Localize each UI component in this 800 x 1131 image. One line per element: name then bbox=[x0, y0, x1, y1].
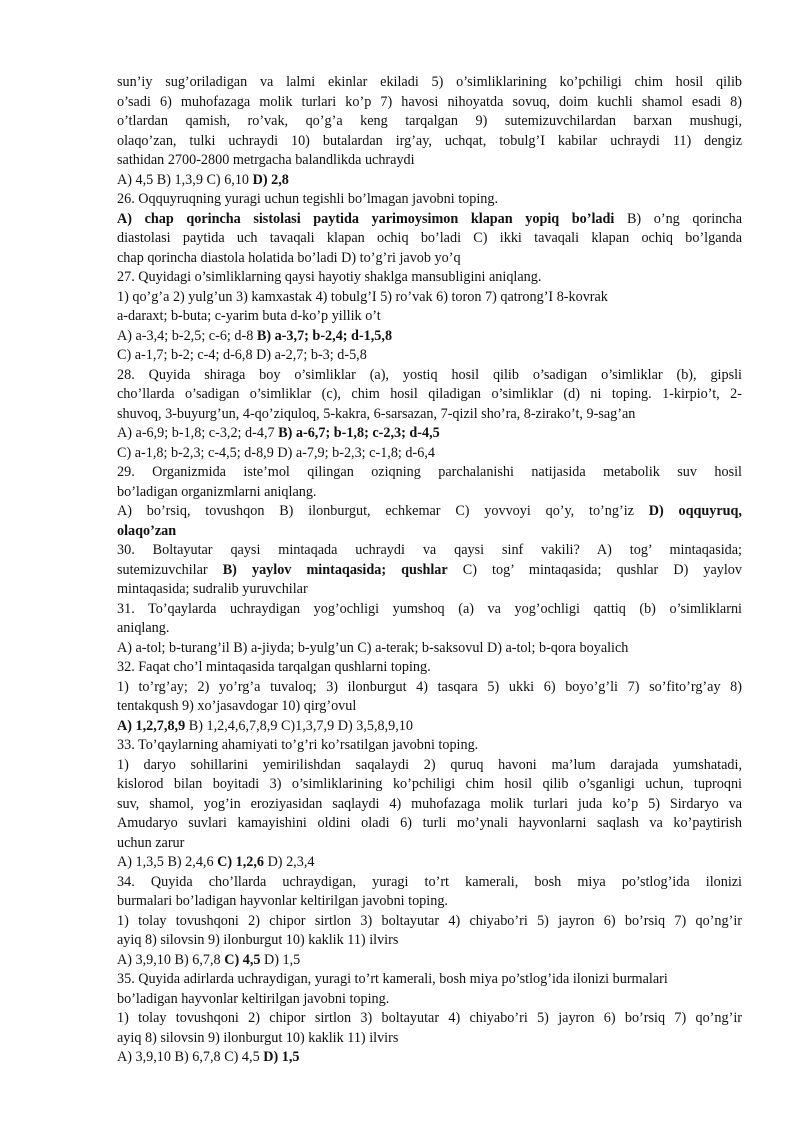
text-segment: B) 1,2,4,6,7,8,9 C)1,3,7,9 D) 3,5,8,9,10 bbox=[185, 717, 413, 734]
text-segment: kislorod bilan boyitadi 3) o’simliklarining ko’pchiligi chim hosil qilib o’sganligi uchun, tuproqni bbox=[117, 776, 742, 792]
text-segment: A) bo’rsiq, tovushqon B) ilonburgut, echkemar C) yovvoyi qo’y, to’ng’iz bbox=[117, 503, 649, 519]
text-line bbox=[117, 112, 742, 132]
text-line bbox=[117, 600, 742, 620]
text-line bbox=[117, 541, 742, 561]
text-line bbox=[117, 931, 742, 951]
text-line bbox=[117, 795, 742, 815]
answer-bold: A) chap qorincha sistolasi paytida yarimoysimon klapan yopiq bo’ladi bbox=[117, 210, 615, 227]
text-segment: o’sadi 6) muhofazaga molik turlari ko’p 7) havosi nihoyatda sovuq, doim kuchli shamol esadi 8) bbox=[117, 93, 742, 110]
text-line bbox=[117, 522, 742, 542]
text-line bbox=[117, 151, 742, 171]
text-line bbox=[117, 483, 742, 503]
text-line bbox=[117, 951, 742, 971]
text-line bbox=[117, 171, 742, 191]
text-segment: C) tog’ mintaqasida; qushlar D) yaylov bbox=[447, 561, 742, 578]
text-segment: 1) tolay tovushqoni 2) chipor sirtlon 3) boltayutar 4) chiyabo’ri 5) jayron 6) bo’rsiq 7) qo’ng’ir bbox=[117, 912, 742, 929]
text-segment: A) 4,5 B) 1,3,9 C) 6,10 bbox=[117, 171, 253, 188]
answer-bold: D) 2,8 bbox=[252, 171, 289, 188]
text-line bbox=[117, 1009, 742, 1029]
text-line bbox=[117, 736, 742, 756]
answer-bold: D) oqquyruq, bbox=[648, 503, 742, 519]
text-segment: A) a-tol; b-turang’il B) a-jiyda; b-yulg’un C) a-terak; b-saksovul D) a-tol; b-qora boyalich bbox=[117, 639, 629, 656]
text-line bbox=[117, 366, 742, 386]
answer-bold: B) a-6,7; b-1,8; c-2,3; d-4,5 bbox=[278, 425, 440, 441]
text-segment: 35. Quyida adirlarda uchraydigan, yuragi to’rt kamerali, bosh miya po’stlog’ida ilonizi burmalari bbox=[117, 971, 668, 987]
answer-bold: C) 4,5 bbox=[224, 951, 261, 968]
text-line bbox=[117, 639, 742, 659]
text-line bbox=[117, 775, 742, 795]
text-line bbox=[117, 678, 742, 698]
text-line bbox=[117, 502, 742, 522]
text-line bbox=[117, 834, 742, 854]
text-segment: 28. Quyida shiraga boy o’simliklar (a), yostiq hosil qilib o’sadigan o’simliklar (b), gipsli bbox=[117, 366, 742, 383]
text-segment: D) 2,3,4 bbox=[264, 854, 315, 870]
text-line bbox=[117, 756, 742, 776]
text-line bbox=[117, 288, 742, 308]
text-segment: diastolasi paytida uch tavaqali klapan ochiq bo’ladi C) ikki tavaqali klapan ochiq bo’lganda bbox=[117, 230, 742, 246]
answer-bold: A) 1,2,7,8,9 bbox=[117, 717, 186, 734]
text-segment: ayiq 8) silovsin 9) ilonburgut 10) kaklik 11) ilvirs bbox=[117, 1029, 399, 1046]
text-line bbox=[117, 249, 742, 269]
text-segment: 29. Organizmida iste’mol qilingan oziqning parchalanishi natijasida metabolik suv hosil bbox=[117, 464, 742, 480]
text-segment: 1) to’rg’ay; 2) yo’rg’a tuvaloq; 3) ilonburgut 4) tasqara 5) ukki 6) boyo’g’li 7) so’fito’rg’ay 8) bbox=[117, 678, 742, 695]
text-line bbox=[117, 853, 742, 873]
answer-bold: D) 1,5 bbox=[263, 1049, 300, 1065]
text-segment: 27. Quyidagi o’simliklarning qaysi hayotiy shaklga mansubligini aniqlang. bbox=[117, 269, 542, 285]
text-segment: D) 1,5 bbox=[260, 951, 301, 968]
text-segment: 30. Boltayutar qaysi mintaqada uchraydi va qaysi sinf vakili? A) tog’ mintaqasida; bbox=[117, 542, 742, 558]
text-segment: sun’iy sug’oriladigan va lalmi ekinlar ekiladi 5) o’simliklarining ko’pchiligi chim hosil qilib bbox=[117, 74, 742, 90]
text-line bbox=[117, 580, 742, 600]
text-segment: 26. Oqquyruqning yuragi uchun tegishli bo’lmagan javobni toping. bbox=[117, 191, 499, 207]
answer-bold: B) a-3,7; b-2,4; d-1,5,8 bbox=[256, 327, 393, 344]
text-segment: bo’ladigan organizmlarni aniqlang. bbox=[117, 483, 317, 500]
text-segment: cho’llarda o’sadigan o’simliklar (c), chim hosil qiladigan o’simliklar (d) ni toping. 1-kirpio’t, 2- bbox=[117, 386, 742, 402]
text-segment: sathidan 2700-2800 metrgacha balandlikda uchraydi bbox=[117, 152, 415, 168]
text-line bbox=[117, 307, 742, 327]
answer-bold: C) 1,2,6 bbox=[217, 854, 265, 870]
text-line bbox=[117, 970, 742, 990]
text-segment: mintaqasida; sudralib yuruvchilar bbox=[117, 581, 308, 597]
text-segment: A) 1,3,5 B) 2,4,6 bbox=[117, 854, 218, 870]
text-segment: suv, shamol, yog’in eroziyasidan saqlaydi 4) muhofazaga molik turlari juda ko’p 5) Sirdaryo va bbox=[117, 795, 742, 812]
text-segment: C) a-1,7; b-2; c-4; d-6,8 D) a-2,7; b-3; d-5,8 bbox=[117, 347, 367, 363]
text-segment: tentakqush 9) xo’jasavdogar 10) qirg’ovul bbox=[117, 698, 357, 714]
text-segment: A) 3,9,10 B) 6,7,8 bbox=[117, 951, 225, 968]
text-line bbox=[117, 229, 742, 249]
answer-bold: B) yaylov mintaqasida; qushlar bbox=[222, 561, 448, 578]
text-line bbox=[117, 210, 742, 230]
text-line bbox=[117, 619, 742, 639]
text-line bbox=[117, 873, 742, 893]
text-segment: 1) qo’g’a 2) yulg’un 3) kamxastak 4) tobulg’I 5) ro’vak 6) toron 7) qatrong’I 8-kovrak bbox=[117, 288, 608, 305]
text-segment: 1) daryo sohillarini yemirilishdan saqalaydi 2) quruq havoni ma’lum darajada yumshatadi, bbox=[117, 756, 742, 773]
text-segment: B) o’ng qorincha bbox=[614, 210, 742, 227]
text-segment: A) a-6,9; b-1,8; c-3,2; d-4,7 bbox=[117, 425, 279, 441]
text-line bbox=[117, 561, 742, 581]
text-segment: A) a-3,4; b-2,5; c-6; d-8 bbox=[117, 327, 257, 344]
text-line bbox=[117, 93, 742, 113]
text-segment: a-daraxt; b-buta; c-yarim buta d-ko’p yillik o’t bbox=[117, 308, 381, 324]
text-line bbox=[117, 190, 742, 210]
text-segment: 32. Faqat cho’l mintaqasida tarqalgan qushlarni toping. bbox=[117, 659, 431, 675]
text-line bbox=[117, 912, 742, 932]
text-line bbox=[117, 717, 742, 737]
text-segment: sutemizuvchilar bbox=[117, 561, 223, 578]
text-line bbox=[117, 346, 742, 366]
text-segment: A) 3,9,10 B) 6,7,8 C) 4,5 bbox=[117, 1049, 264, 1065]
text-segment: Amudaryo suvlari kamayishini oldini oladi 6) turli mo’ynali hayvonlarni saqlash va ko’paytirish bbox=[117, 815, 742, 831]
text-line bbox=[117, 1048, 742, 1068]
text-line bbox=[117, 424, 742, 444]
text-line bbox=[117, 444, 742, 464]
text-segment: ayiq 8) silovsin 9) ilonburgut 10) kaklik 11) ilvirs bbox=[117, 932, 399, 948]
text-segment: C) a-1,8; b-2,3; c-4,5; d-8,9 D) a-7,9; b-2,3; c-1,8; d-6,4 bbox=[117, 444, 435, 461]
text-segment: 34. Quyida cho’llarda uchraydigan, yuragi to’rt kamerali, bosh miya po’stlog’ida ilonizi bbox=[117, 873, 742, 890]
text-segment: bo’ladigan hayvonlar keltirilgan javobni toping. bbox=[117, 990, 390, 1007]
text-line bbox=[117, 658, 742, 678]
text-line bbox=[117, 814, 742, 834]
text-segment: olaqo’zan, tulki uchraydi 10) butalardan irg’ay, uchqat, tobulg’I kabilar uchraydi 11) dengiz bbox=[117, 132, 742, 149]
text-segment: 1) tolay tovushqoni 2) chipor sirtlon 3) boltayutar 4) chiyabo’ri 5) jayron 6) bo’rsiq 7) qo’ng’ir bbox=[117, 1010, 742, 1026]
text-segment: chap qorincha diastola holatida bo’ladi D) to’g’ri javob yo’q bbox=[117, 249, 461, 266]
text-line bbox=[117, 990, 742, 1010]
text-segment: shuvoq, 3-buyurg’un, 4-qo’ziquloq, 5-kakra, 6-sarsazan, 7-qizil sho’ra, 8-zirako’t, 9-sag’an bbox=[117, 405, 636, 422]
text-segment: o’tlardan qamish, ro’vak, qo’g’a keng tarqalgan 9) sutemizuvchilardan barxan mushugi, bbox=[117, 113, 742, 129]
text-line bbox=[117, 132, 742, 152]
text-line bbox=[117, 1029, 742, 1049]
text-segment: 33. To’qaylarning ahamiyati to’g’ri ko’rsatilgan javobni toping. bbox=[117, 737, 479, 753]
text-line bbox=[117, 892, 742, 912]
text-line bbox=[117, 405, 742, 425]
text-segment: uchun zarur bbox=[117, 834, 185, 851]
text-line bbox=[117, 268, 742, 288]
text-line bbox=[117, 73, 742, 93]
text-segment: burmalari bo’ladigan hayvonlar keltirilgan javobni toping. bbox=[117, 893, 448, 909]
text-line bbox=[117, 463, 742, 483]
text-segment: 31. To’qaylarda uchraydigan yog’ochligi yumshoq (a) va yog’ochligi qattiq (b) o’simliklarni bbox=[117, 600, 742, 617]
text-line bbox=[117, 385, 742, 405]
text-segment: aniqlang. bbox=[117, 620, 170, 636]
text-line bbox=[117, 697, 742, 717]
answer-bold: olaqo’zan bbox=[117, 522, 177, 539]
text-line bbox=[117, 327, 742, 347]
